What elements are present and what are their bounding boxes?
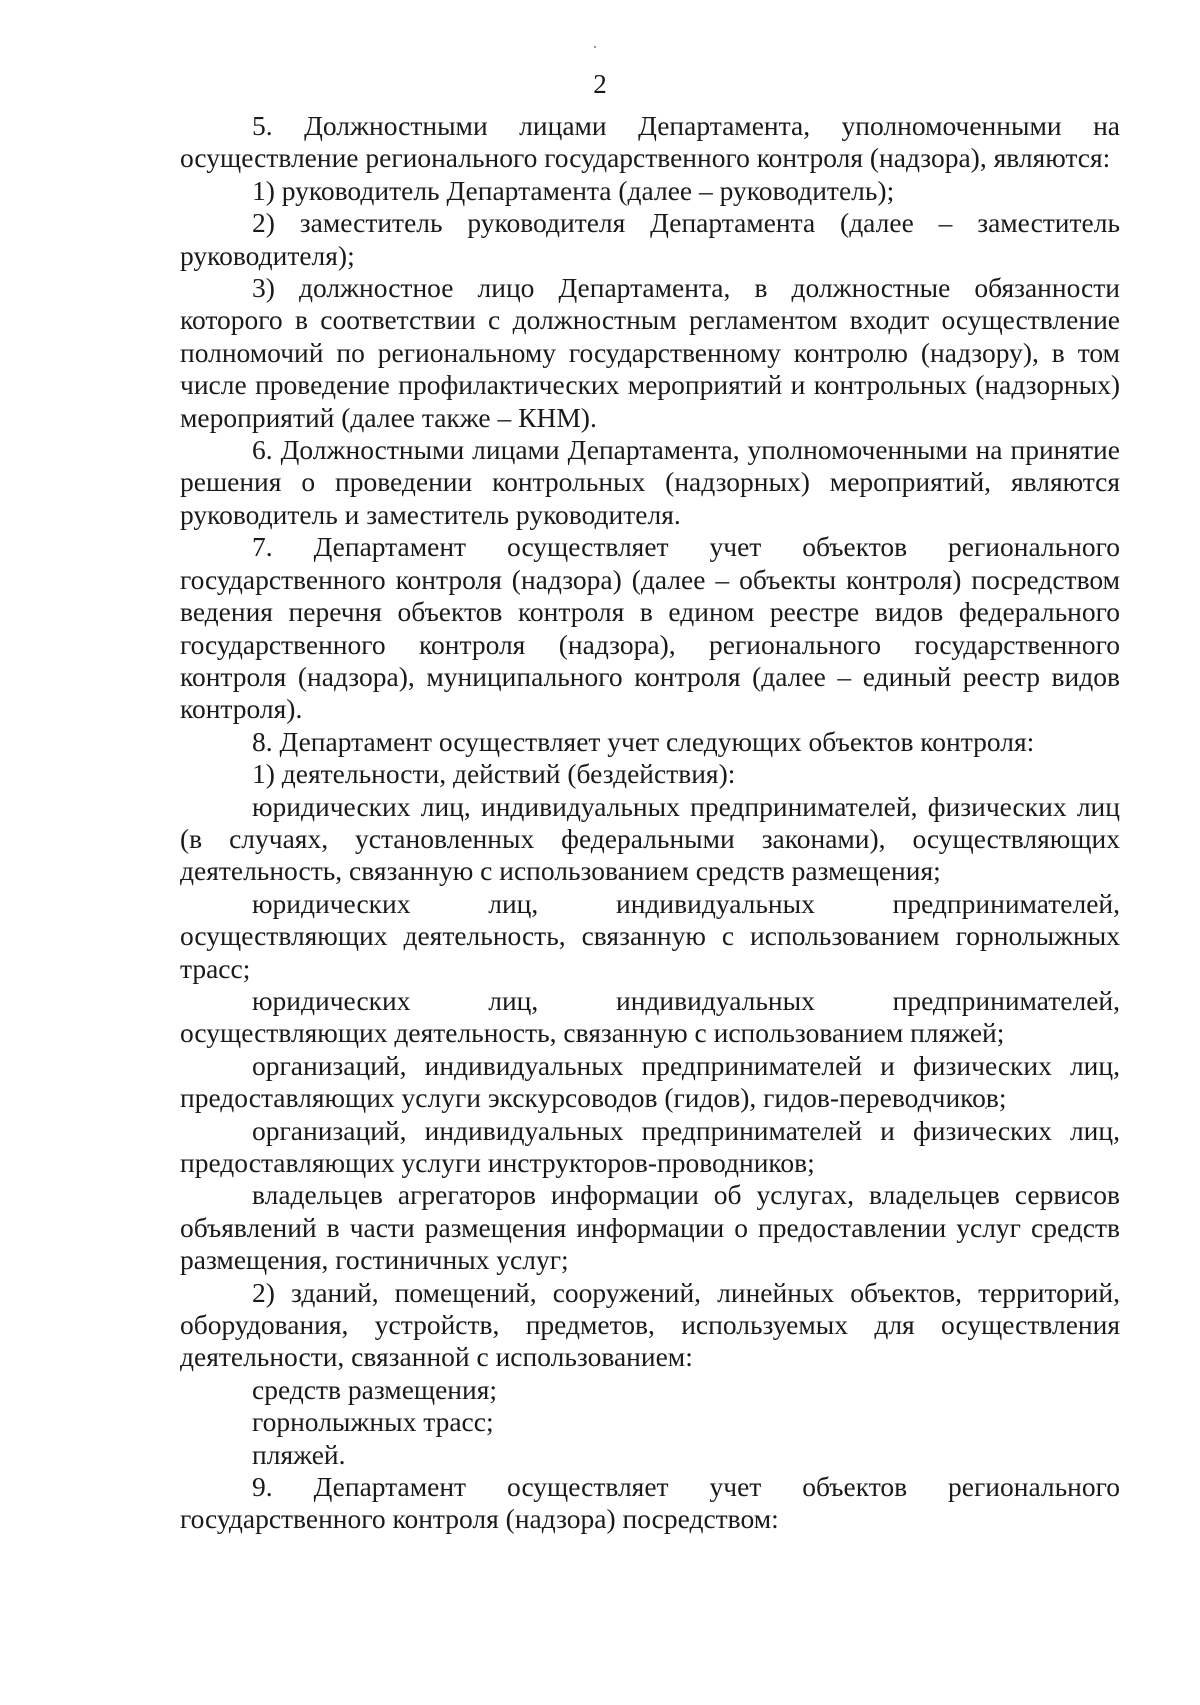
paragraph-8-subitem-beaches: юридических лиц, индивидуальных предпринимателей, осуществляющих деятельность, связанную с использованием пляжей; xyxy=(180,984,1120,1049)
paragraph-8-subitem-instructors: организаций, индивидуальных предпринимателей и физических лиц, предоставляющих услуги инструкторов-проводников; xyxy=(180,1114,1120,1178)
paragraph-8-subitem-aggregators: владельцев агрегаторов информации об услугах, владельцев сервисов объявлений в части размещения информации о предоставлении услуг средств размещения, гостиничных услуг; xyxy=(180,1179,1120,1276)
paragraph-8: 8. Департамент осуществляет учет следующих объектов контроля: xyxy=(252,725,1035,757)
paragraph-8-subitem-ski-slopes: юридических лиц, индивидуальных предпринимателей, осуществляющих деятельность, связанную с использованием горнолыжных трасс; xyxy=(180,887,1120,984)
paragraph-8-item-2-ski-slopes: горнолыжных трасс; xyxy=(252,1406,494,1438)
paragraph-6: 6. Должностными лицами Департамента, уполномоченными на принятие решения о проведении контрольных (надзорных) мероприятий, являются руководитель и заместитель руководителя. xyxy=(180,434,1120,530)
paragraph-8-item-1: 1) деятельности, действий (бездействия): xyxy=(252,758,736,790)
paragraph-5-item-2: 2) заместитель руководителя Департамента (далее – заместитель руководителя); xyxy=(180,207,1120,271)
paragraph-9: 9. Департамент осуществляет учет объектов регионального государственного контроля (надзора) посредством: xyxy=(180,1471,1120,1535)
paragraph-5-item-1: 1) руководитель Департамента (далее – руководитель); xyxy=(252,174,895,206)
paragraph-5: 5. Должностными лицами Департамента, уполномоченными на осуществление регионального государственного контроля (надзора), являются: xyxy=(180,110,1120,174)
scan-speck xyxy=(594,46,596,48)
paragraph-5-item-3: 3) должностное лицо Департамента, в должностные обязанности которого в соответствии с должностным регламентом входит осуществление полномочий по региональному государственному контролю (надзору), в том числе проведение профилактических мероприятий и контрольных (надзорных) мероприятий (далее также – КНМ). xyxy=(180,272,1120,433)
page-number: 2 xyxy=(593,69,607,99)
paragraph-7: 7. Департамент осуществляет учет объектов регионального государственного контроля (надзора) (далее – объекты контроля) посредством ведения перечня объектов контроля в едином реестре видов федерального государственного контроля (надзора), регионального государственного контроля (надзора), муниципального контроля (далее – единый реестр видов контроля). xyxy=(180,531,1120,725)
paragraph-8-item-2-beaches: пляжей. xyxy=(252,1438,346,1470)
paragraph-8-item-2-accommodation: средств размещения; xyxy=(252,1373,498,1405)
paragraph-8-subitem-guides: организаций, индивидуальных предпринимателей и физических лиц, предоставляющих услуги экскурсоводов (гидов), гидов-переводчиков; xyxy=(180,1049,1120,1114)
paragraph-8-item-2: 2) зданий, помещений, сооружений, линейных объектов, территорий, оборудования, устройств, предметов, используемых для осуществления деятельности, связанной с использованием: xyxy=(180,1276,1120,1373)
document-body xyxy=(180,110,1120,1536)
paragraph-8-subitem-accommodation: юридических лиц, индивидуальных предпринимателей, физических лиц (в случаях, установленных федеральными законами), осуществляющих деятельность, связанную с использованием средств размещения; xyxy=(180,790,1120,887)
